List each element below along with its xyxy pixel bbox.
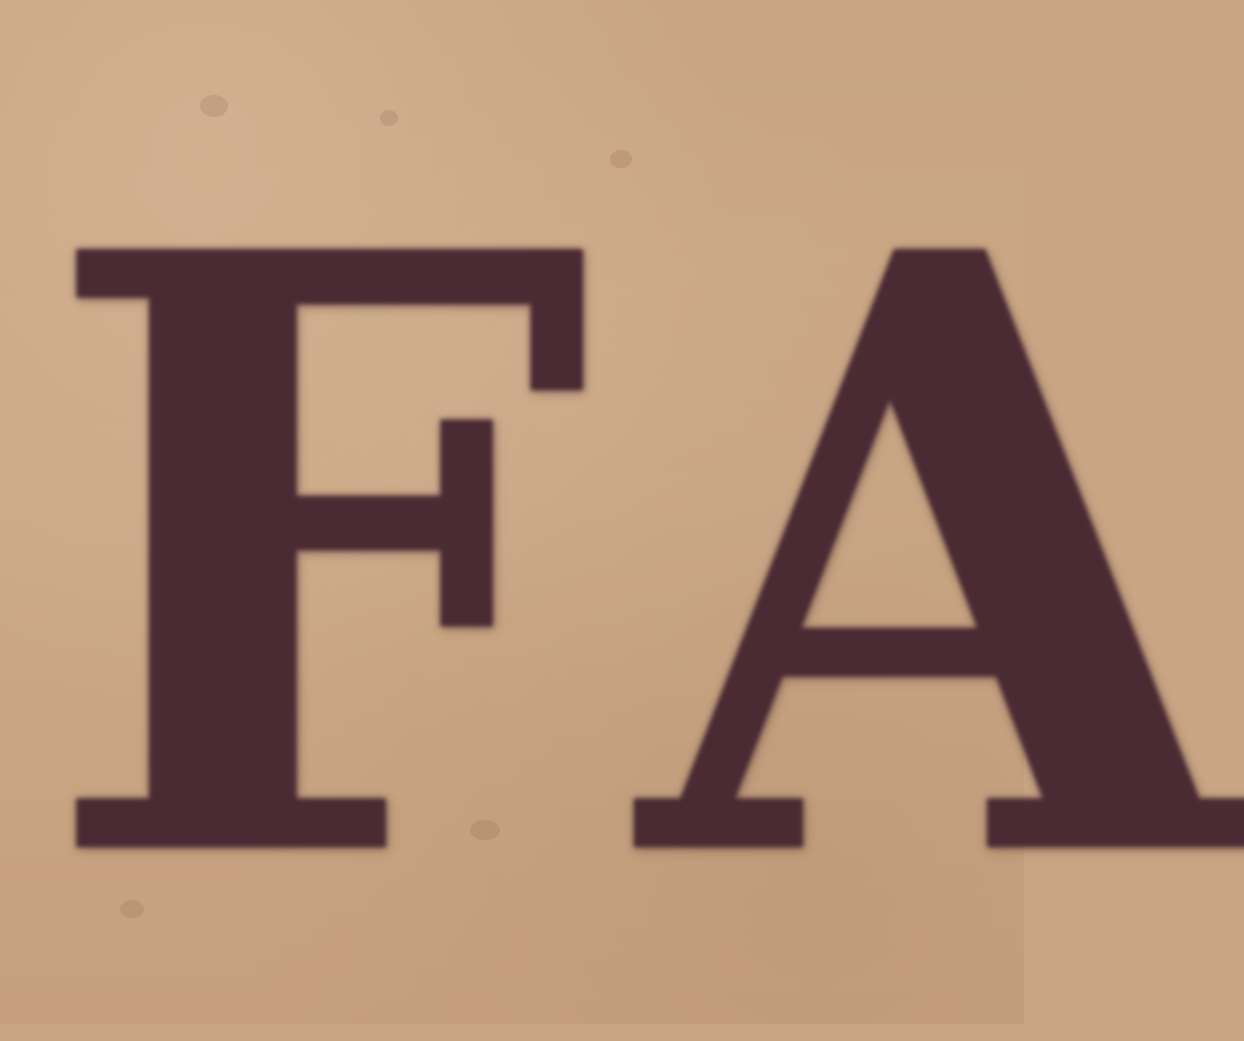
paper-speck [610, 150, 632, 168]
printed-letter-f: F [40, 78, 594, 1041]
printed-letter-a: A [640, 78, 1244, 1041]
